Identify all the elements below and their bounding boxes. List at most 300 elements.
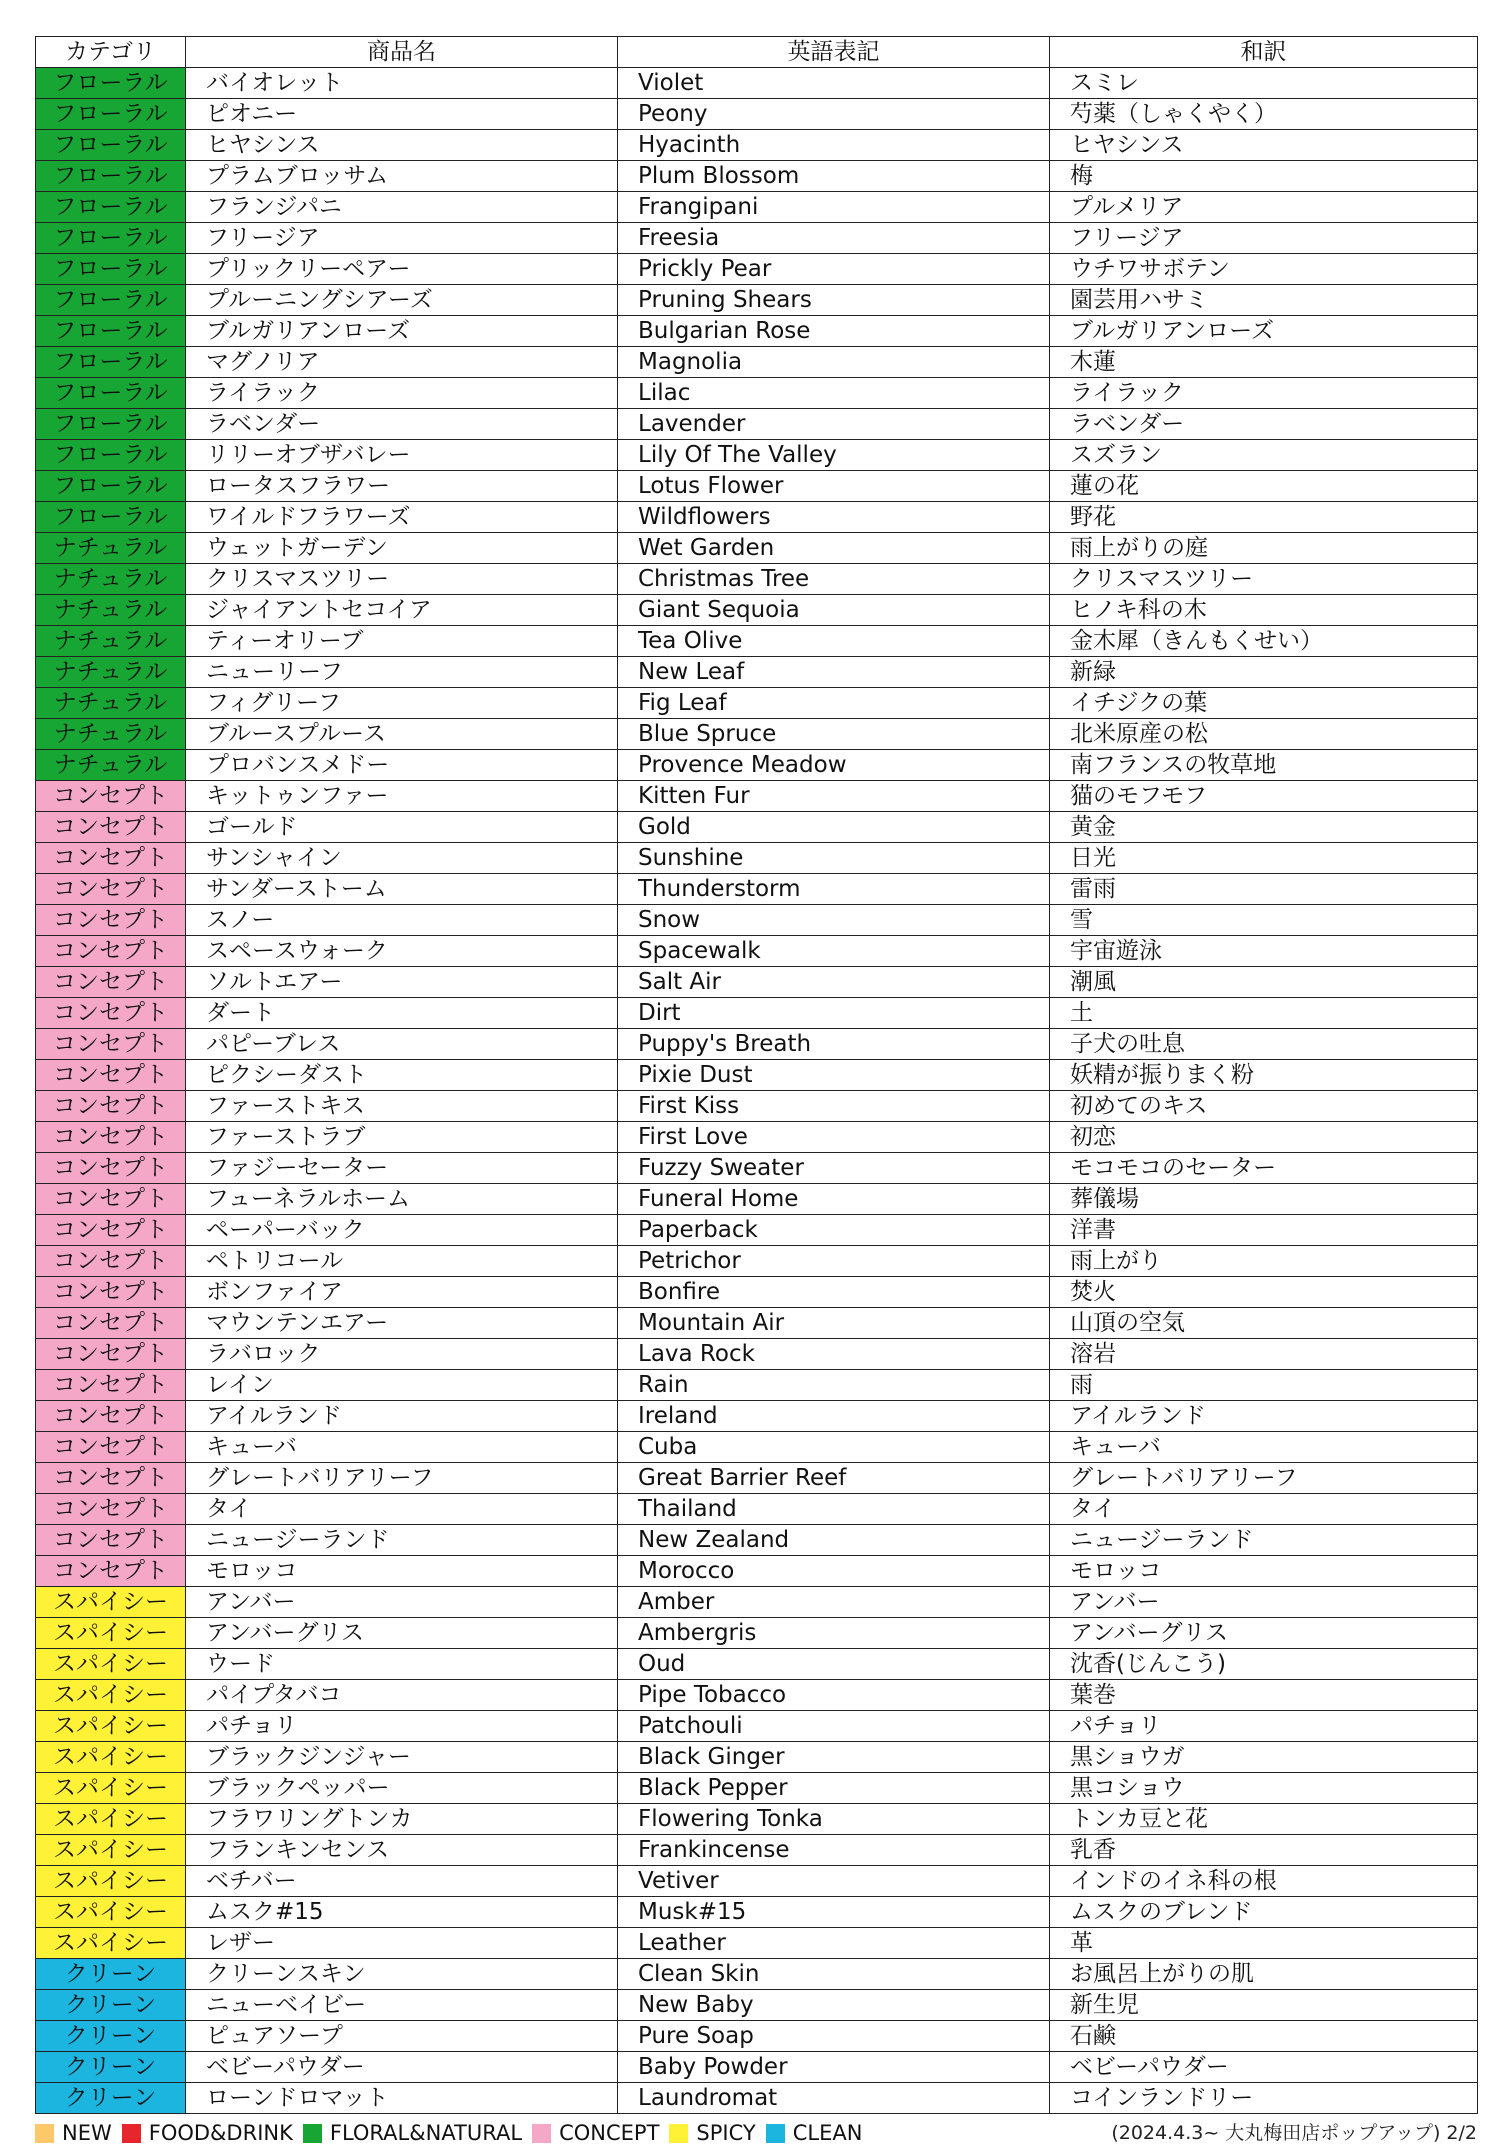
english-name-cell: Amber <box>618 1587 1050 1618</box>
table-row <box>36 1959 1478 1990</box>
table-row <box>36 564 1478 595</box>
legend-label: SPICY <box>696 2121 756 2145</box>
category-cell: スパイシー <box>36 1742 186 1773</box>
japanese-name-cell: スミレ <box>1050 68 1478 99</box>
legend-item <box>35 2121 112 2145</box>
category-cell: フローラル <box>36 161 186 192</box>
japanese-name-cell: 野花 <box>1050 502 1478 533</box>
product-name-cell: フィグリーフ <box>186 688 618 719</box>
japanese-name-cell: ヒヤシンス <box>1050 130 1478 161</box>
category-cell: コンセプト <box>36 874 186 905</box>
english-name-cell: Dirt <box>618 998 1050 1029</box>
table-row <box>36 998 1478 1029</box>
product-name-cell: サンダーストーム <box>186 874 618 905</box>
product-name-cell: ヒヤシンス <box>186 130 618 161</box>
table-row <box>36 1494 1478 1525</box>
product-name-cell: ワイルドフラワーズ <box>186 502 618 533</box>
table-row <box>36 1339 1478 1370</box>
category-cell: コンセプト <box>36 967 186 998</box>
english-name-cell: Rain <box>618 1370 1050 1401</box>
english-name-cell: Lotus Flower <box>618 471 1050 502</box>
japanese-name-cell: モロッコ <box>1050 1556 1478 1587</box>
product-name-cell: フラワリングトンカ <box>186 1804 618 1835</box>
japanese-name-cell: 猫のモフモフ <box>1050 781 1478 812</box>
category-cell: クリーン <box>36 2052 186 2083</box>
category-cell: ナチュラル <box>36 564 186 595</box>
product-name-cell: ウェットガーデン <box>186 533 618 564</box>
english-name-cell: Leather <box>618 1928 1050 1959</box>
english-name-cell: Frangipani <box>618 192 1050 223</box>
product-name-cell: ペーパーバック <box>186 1215 618 1246</box>
product-name-cell: ブルースプルース <box>186 719 618 750</box>
category-cell: クリーン <box>36 1990 186 2021</box>
table-row <box>36 1463 1478 1494</box>
japanese-name-cell: 金木犀（きんもくせい） <box>1050 626 1478 657</box>
english-name-cell: Sunshine <box>618 843 1050 874</box>
table-row <box>36 1835 1478 1866</box>
category-cell: フローラル <box>36 192 186 223</box>
japanese-name-cell: 蓮の花 <box>1050 471 1478 502</box>
english-name-cell: Baby Powder <box>618 2052 1050 2083</box>
product-name-cell: マグノリア <box>186 347 618 378</box>
english-name-cell: First Kiss <box>618 1091 1050 1122</box>
table-row <box>36 1525 1478 1556</box>
table-row <box>36 1091 1478 1122</box>
footnote: (2024.4.3~ 大丸梅田店ポップアップ) 2/2 <box>1111 2122 1477 2144</box>
japanese-name-cell: ウチワサボテン <box>1050 254 1478 285</box>
table-row <box>36 533 1478 564</box>
table-row <box>36 1680 1478 1711</box>
category-cell: スパイシー <box>36 1835 186 1866</box>
table-row <box>36 1029 1478 1060</box>
table-row <box>36 471 1478 502</box>
table-row <box>36 967 1478 998</box>
category-cell: スパイシー <box>36 1928 186 1959</box>
legend-swatch-icon <box>669 2124 688 2143</box>
category-cell: フローラル <box>36 68 186 99</box>
table-row <box>36 874 1478 905</box>
header-category: カテゴリ <box>36 37 186 68</box>
table-row <box>36 1184 1478 1215</box>
header-english: 英語表記 <box>618 37 1050 68</box>
category-cell: フローラル <box>36 471 186 502</box>
table-row <box>36 68 1478 99</box>
table-row <box>36 440 1478 471</box>
table-row <box>36 812 1478 843</box>
product-name-cell: ニューベイビー <box>186 1990 618 2021</box>
product-name-cell: マウンテンエアー <box>186 1308 618 1339</box>
category-cell: コンセプト <box>36 936 186 967</box>
category-cell: コンセプト <box>36 812 186 843</box>
category-cell: コンセプト <box>36 1525 186 1556</box>
japanese-name-cell: 雪 <box>1050 905 1478 936</box>
legend-label: CONCEPT <box>559 2121 660 2145</box>
product-name-cell: タイ <box>186 1494 618 1525</box>
category-cell: スパイシー <box>36 1897 186 1928</box>
english-name-cell: Fuzzy Sweater <box>618 1153 1050 1184</box>
category-legend <box>35 2119 872 2147</box>
category-cell: コンセプト <box>36 905 186 936</box>
table-row <box>36 192 1478 223</box>
product-name-cell: ニュージーランド <box>186 1525 618 1556</box>
table-row <box>36 285 1478 316</box>
product-name-cell: ウード <box>186 1649 618 1680</box>
table-row <box>36 223 1478 254</box>
japanese-name-cell: 宇宙遊泳 <box>1050 936 1478 967</box>
category-cell: フローラル <box>36 347 186 378</box>
table-row <box>36 1773 1478 1804</box>
product-name-cell: リリーオブザバレー <box>186 440 618 471</box>
english-name-cell: Musk#15 <box>618 1897 1050 1928</box>
english-name-cell: Lava Rock <box>618 1339 1050 1370</box>
english-name-cell: Mountain Air <box>618 1308 1050 1339</box>
japanese-name-cell: ベビーパウダー <box>1050 2052 1478 2083</box>
product-name-cell: パイプタバコ <box>186 1680 618 1711</box>
legend-swatch-icon <box>303 2124 322 2143</box>
product-name-cell: プルーニングシアーズ <box>186 285 618 316</box>
english-name-cell: Gold <box>618 812 1050 843</box>
category-cell: ナチュラル <box>36 533 186 564</box>
category-cell: コンセプト <box>36 1060 186 1091</box>
legend-item <box>669 2121 755 2145</box>
product-name-cell: ファーストキス <box>186 1091 618 1122</box>
category-cell: コンセプト <box>36 1432 186 1463</box>
japanese-name-cell: グレートバリアリーフ <box>1050 1463 1478 1494</box>
english-name-cell: Laundromat <box>618 2083 1050 2114</box>
table-row <box>36 1897 1478 1928</box>
category-cell: コンセプト <box>36 1401 186 1432</box>
english-name-cell: Flowering Tonka <box>618 1804 1050 1835</box>
english-name-cell: Wildflowers <box>618 502 1050 533</box>
english-name-cell: Pixie Dust <box>618 1060 1050 1091</box>
japanese-name-cell: 木蓮 <box>1050 347 1478 378</box>
table-row <box>36 1215 1478 1246</box>
english-name-cell: Black Pepper <box>618 1773 1050 1804</box>
japanese-name-cell: フリージア <box>1050 223 1478 254</box>
japanese-name-cell: 沈香(じんこう) <box>1050 1649 1478 1680</box>
product-name-cell: ラベンダー <box>186 409 618 440</box>
table-row <box>36 2052 1478 2083</box>
english-name-cell: Paperback <box>618 1215 1050 1246</box>
table-row <box>36 657 1478 688</box>
category-cell: フローラル <box>36 409 186 440</box>
product-name-cell: プラムブロッサム <box>186 161 618 192</box>
japanese-name-cell: お風呂上がりの肌 <box>1050 1959 1478 1990</box>
category-cell: スパイシー <box>36 1773 186 1804</box>
japanese-name-cell: 北米原産の松 <box>1050 719 1478 750</box>
category-cell: コンセプト <box>36 1308 186 1339</box>
table-row <box>36 2083 1478 2114</box>
japanese-name-cell: 新緑 <box>1050 657 1478 688</box>
product-name-cell: スペースウォーク <box>186 936 618 967</box>
japanese-name-cell: 洋書 <box>1050 1215 1478 1246</box>
product-name-cell: ダート <box>186 998 618 1029</box>
category-cell: ナチュラル <box>36 719 186 750</box>
english-name-cell: Patchouli <box>618 1711 1050 1742</box>
japanese-name-cell: プルメリア <box>1050 192 1478 223</box>
japanese-name-cell: トンカ豆と花 <box>1050 1804 1478 1835</box>
english-name-cell: New Leaf <box>618 657 1050 688</box>
table-row <box>36 843 1478 874</box>
category-cell: ナチュラル <box>36 595 186 626</box>
category-cell: コンセプト <box>36 1494 186 1525</box>
japanese-name-cell: 石鹸 <box>1050 2021 1478 2052</box>
english-name-cell: Thunderstorm <box>618 874 1050 905</box>
category-cell: クリーン <box>36 1959 186 1990</box>
japanese-name-cell: 焚火 <box>1050 1277 1478 1308</box>
table-row <box>36 1556 1478 1587</box>
japanese-name-cell: 葉巻 <box>1050 1680 1478 1711</box>
table-row <box>36 1153 1478 1184</box>
product-name-cell: ソルトエアー <box>186 967 618 998</box>
table-row <box>36 409 1478 440</box>
japanese-name-cell: キューバ <box>1050 1432 1478 1463</box>
product-name-cell: フランジパニ <box>186 192 618 223</box>
product-name-cell: クリーンスキン <box>186 1959 618 1990</box>
english-name-cell: Freesia <box>618 223 1050 254</box>
product-name-cell: ティーオリーブ <box>186 626 618 657</box>
japanese-name-cell: ラベンダー <box>1050 409 1478 440</box>
english-name-cell: Pruning Shears <box>618 285 1050 316</box>
english-name-cell: Oud <box>618 1649 1050 1680</box>
english-name-cell: Tea Olive <box>618 626 1050 657</box>
category-cell: コンセプト <box>36 1184 186 1215</box>
japanese-name-cell: 初恋 <box>1050 1122 1478 1153</box>
table-row <box>36 378 1478 409</box>
english-name-cell: Puppy's Breath <box>618 1029 1050 1060</box>
table-row <box>36 2021 1478 2052</box>
product-name-cell: ローンドロマット <box>186 2083 618 2114</box>
category-cell: フローラル <box>36 99 186 130</box>
japanese-name-cell: インドのイネ科の根 <box>1050 1866 1478 1897</box>
english-name-cell: Petrichor <box>618 1246 1050 1277</box>
japanese-name-cell: パチョリ <box>1050 1711 1478 1742</box>
japanese-name-cell: 黒コショウ <box>1050 1773 1478 1804</box>
english-name-cell: Ambergris <box>618 1618 1050 1649</box>
english-name-cell: Ireland <box>618 1401 1050 1432</box>
japanese-name-cell: 初めてのキス <box>1050 1091 1478 1122</box>
english-name-cell: Frankincense <box>618 1835 1050 1866</box>
product-name-cell: プリックリーペアー <box>186 254 618 285</box>
category-cell: クリーン <box>36 2021 186 2052</box>
japanese-name-cell: 園芸用ハサミ <box>1050 285 1478 316</box>
table-row <box>36 502 1478 533</box>
table-header-row <box>36 37 1478 68</box>
product-name-cell: スノー <box>186 905 618 936</box>
table-row <box>36 626 1478 657</box>
japanese-name-cell: ライラック <box>1050 378 1478 409</box>
legend-swatch-icon <box>766 2124 785 2143</box>
product-name-cell: グレートバリアリーフ <box>186 1463 618 1494</box>
english-name-cell: Pure Soap <box>618 2021 1050 2052</box>
english-name-cell: Blue Spruce <box>618 719 1050 750</box>
product-name-cell: アンバー <box>186 1587 618 1618</box>
product-name-cell: ロータスフラワー <box>186 471 618 502</box>
table-row <box>36 130 1478 161</box>
product-name-cell: ブラックジンジャー <box>186 1742 618 1773</box>
english-name-cell: New Zealand <box>618 1525 1050 1556</box>
category-cell: スパイシー <box>36 1680 186 1711</box>
japanese-name-cell: 雨 <box>1050 1370 1478 1401</box>
product-name-cell: アイルランド <box>186 1401 618 1432</box>
table-row <box>36 1711 1478 1742</box>
category-cell: コンセプト <box>36 1370 186 1401</box>
japanese-name-cell: ニュージーランド <box>1050 1525 1478 1556</box>
category-cell: コンセプト <box>36 1029 186 1060</box>
english-name-cell: Black Ginger <box>618 1742 1050 1773</box>
category-cell: フローラル <box>36 254 186 285</box>
table-row <box>36 1401 1478 1432</box>
table-row <box>36 316 1478 347</box>
product-name-cell: ファーストラブ <box>186 1122 618 1153</box>
japanese-name-cell: コインランドリー <box>1050 2083 1478 2114</box>
product-name-cell: バイオレット <box>186 68 618 99</box>
japanese-name-cell: 黄金 <box>1050 812 1478 843</box>
product-name-cell: キューバ <box>186 1432 618 1463</box>
header-japanese: 和訳 <box>1050 37 1478 68</box>
english-name-cell: Bonfire <box>618 1277 1050 1308</box>
product-name-cell: フランキンセンス <box>186 1835 618 1866</box>
product-name-cell: クリスマスツリー <box>186 564 618 595</box>
category-cell: ナチュラル <box>36 750 186 781</box>
table-row <box>36 1370 1478 1401</box>
legend-label: FLORAL&NATURAL <box>329 2121 523 2145</box>
product-name-cell: パチョリ <box>186 1711 618 1742</box>
english-name-cell: Violet <box>618 68 1050 99</box>
japanese-name-cell: アンバー <box>1050 1587 1478 1618</box>
english-name-cell: Provence Meadow <box>618 750 1050 781</box>
english-name-cell: New Baby <box>618 1990 1050 2021</box>
fragrance-table <box>35 36 1478 2114</box>
english-name-cell: Spacewalk <box>618 936 1050 967</box>
english-name-cell: First Love <box>618 1122 1050 1153</box>
category-cell: スパイシー <box>36 1711 186 1742</box>
japanese-name-cell: 葬儀場 <box>1050 1184 1478 1215</box>
product-name-cell: レザー <box>186 1928 618 1959</box>
english-name-cell: Christmas Tree <box>618 564 1050 595</box>
category-cell: フローラル <box>36 502 186 533</box>
table-row <box>36 1308 1478 1339</box>
category-cell: フローラル <box>36 285 186 316</box>
category-cell: コンセプト <box>36 1277 186 1308</box>
japanese-name-cell: 乳香 <box>1050 1835 1478 1866</box>
legend-swatch-icon <box>122 2124 141 2143</box>
table-row <box>36 347 1478 378</box>
table-row <box>36 1618 1478 1649</box>
japanese-name-cell: モコモコのセーター <box>1050 1153 1478 1184</box>
category-cell: スパイシー <box>36 1649 186 1680</box>
product-name-cell: ゴールド <box>186 812 618 843</box>
category-cell: スパイシー <box>36 1866 186 1897</box>
japanese-name-cell: 日光 <box>1050 843 1478 874</box>
product-name-cell: ライラック <box>186 378 618 409</box>
product-name-cell: ピオニー <box>186 99 618 130</box>
table-row <box>36 781 1478 812</box>
english-name-cell: Clean Skin <box>618 1959 1050 1990</box>
table-row <box>36 1122 1478 1153</box>
english-name-cell: Prickly Pear <box>618 254 1050 285</box>
japanese-name-cell: アイルランド <box>1050 1401 1478 1432</box>
table-row <box>36 1432 1478 1463</box>
header-product-name: 商品名 <box>186 37 618 68</box>
category-cell: コンセプト <box>36 1246 186 1277</box>
english-name-cell: Magnolia <box>618 347 1050 378</box>
category-cell: コンセプト <box>36 1091 186 1122</box>
product-name-cell: フリージア <box>186 223 618 254</box>
japanese-name-cell: 芍薬（しゃくやく） <box>1050 99 1478 130</box>
table-row <box>36 1866 1478 1897</box>
japanese-name-cell: 山頂の空気 <box>1050 1308 1478 1339</box>
product-name-cell: ブラックペッパー <box>186 1773 618 1804</box>
english-name-cell: Salt Air <box>618 967 1050 998</box>
legend-label: CLEAN <box>792 2121 863 2145</box>
english-name-cell: Morocco <box>618 1556 1050 1587</box>
table-row <box>36 1246 1478 1277</box>
english-name-cell: Pipe Tobacco <box>618 1680 1050 1711</box>
table-row <box>36 1060 1478 1091</box>
product-name-cell: ベチバー <box>186 1866 618 1897</box>
japanese-name-cell: 南フランスの牧草地 <box>1050 750 1478 781</box>
table-row <box>36 719 1478 750</box>
legend-swatch-icon <box>35 2124 54 2143</box>
product-name-cell: ニューリーフ <box>186 657 618 688</box>
table-row <box>36 99 1478 130</box>
product-name-cell: ボンファイア <box>186 1277 618 1308</box>
product-name-cell: モロッコ <box>186 1556 618 1587</box>
product-name-cell: アンバーグリス <box>186 1618 618 1649</box>
english-name-cell: Lily Of The Valley <box>618 440 1050 471</box>
table-row <box>36 688 1478 719</box>
legend-item <box>532 2121 659 2145</box>
product-name-cell: ペトリコール <box>186 1246 618 1277</box>
japanese-name-cell: 子犬の吐息 <box>1050 1029 1478 1060</box>
english-name-cell: Vetiver <box>618 1866 1050 1897</box>
legend-label: FOOD&DRINK <box>148 2121 293 2145</box>
table-row <box>36 1990 1478 2021</box>
english-name-cell: Plum Blossom <box>618 161 1050 192</box>
category-cell: フローラル <box>36 316 186 347</box>
product-name-cell: ジャイアントセコイア <box>186 595 618 626</box>
category-cell: スパイシー <box>36 1804 186 1835</box>
english-name-cell: Bulgarian Rose <box>618 316 1050 347</box>
category-cell: スパイシー <box>36 1587 186 1618</box>
product-name-cell: フューネラルホーム <box>186 1184 618 1215</box>
category-cell: ナチュラル <box>36 688 186 719</box>
product-name-cell: ベビーパウダー <box>186 2052 618 2083</box>
english-name-cell: Funeral Home <box>618 1184 1050 1215</box>
category-cell: コンセプト <box>36 781 186 812</box>
product-name-cell: ピュアソープ <box>186 2021 618 2052</box>
category-cell: コンセプト <box>36 1153 186 1184</box>
japanese-name-cell: 土 <box>1050 998 1478 1029</box>
legend-label: NEW <box>62 2121 112 2145</box>
category-cell: ナチュラル <box>36 657 186 688</box>
table-row <box>36 1804 1478 1835</box>
category-cell: スパイシー <box>36 1618 186 1649</box>
table-row <box>36 1742 1478 1773</box>
product-name-cell: ムスク#15 <box>186 1897 618 1928</box>
category-cell: コンセプト <box>36 1339 186 1370</box>
japanese-name-cell: 雷雨 <box>1050 874 1478 905</box>
table-row <box>36 905 1478 936</box>
category-cell: コンセプト <box>36 1556 186 1587</box>
japanese-name-cell: クリスマスツリー <box>1050 564 1478 595</box>
category-cell: フローラル <box>36 440 186 471</box>
english-name-cell: Peony <box>618 99 1050 130</box>
product-name-cell: ブルガリアンローズ <box>186 316 618 347</box>
category-cell: クリーン <box>36 2083 186 2114</box>
japanese-name-cell: 雨上がりの庭 <box>1050 533 1478 564</box>
